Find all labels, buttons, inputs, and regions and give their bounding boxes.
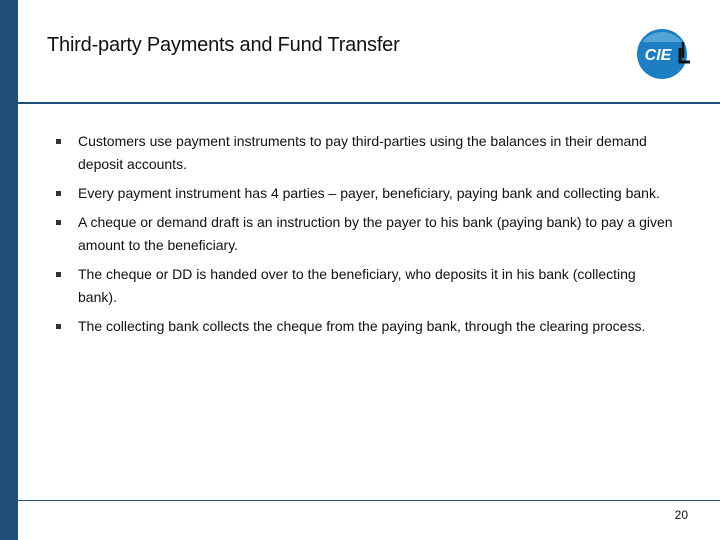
bullet-text: The collecting bank collects the cheque from the paying bank, through the clearing process. [78,318,646,334]
list-item [47,130,677,176]
logo-text: CIE [644,47,672,64]
bullet-list [47,130,677,344]
slide-title: Third-party Payments and Fund Transfer [47,34,400,56]
list-item [47,263,677,309]
page-number: 20 [674,508,688,522]
bullet-marker [56,139,61,144]
list-item [47,211,677,257]
left-accent-band [0,0,18,540]
list-item [47,315,677,338]
top-divider [18,102,720,104]
bullet-text: Every payment instrument has 4 parties – payer, beneficiary, paying bank and collecting bank. [78,185,660,201]
company-logo [636,26,692,82]
bullet-marker [56,191,61,196]
bullet-marker [56,324,61,329]
bottom-divider [18,500,720,501]
bullet-marker [56,220,61,225]
bullet-text: A cheque or demand draft is an instruction by the payer to his bank (paying bank) to pay a given amount to the beneficiary. [78,214,673,253]
list-item [47,182,677,205]
bullet-text: Customers use payment instruments to pay third-parties using the balances in their demand deposit accounts. [78,133,647,172]
bullet-marker [56,272,61,277]
bullet-text: The cheque or DD is handed over to the beneficiary, who deposits it in his bank (collecting bank). [78,266,636,305]
